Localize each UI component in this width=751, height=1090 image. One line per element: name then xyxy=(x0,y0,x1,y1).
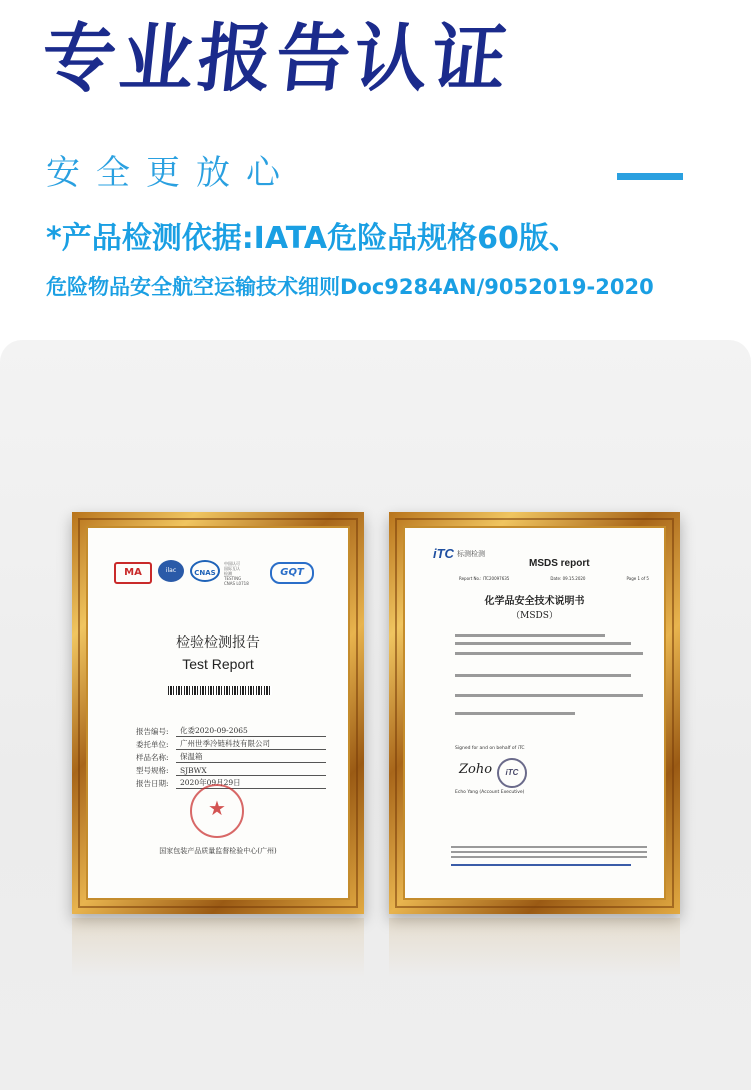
test-report-frame xyxy=(72,512,364,914)
frame-reflection-left xyxy=(72,918,364,978)
text-line xyxy=(451,856,647,858)
ilac-mra-logo: ilac xyxy=(158,560,184,582)
text-line xyxy=(451,864,631,866)
accent-bar xyxy=(617,173,683,180)
info-label: 型号规格: xyxy=(136,766,169,775)
signer-name: Echo Yang (Account Executive) xyxy=(455,790,525,795)
msds-report-frame xyxy=(389,512,680,914)
star-icon: ★ xyxy=(208,796,226,820)
report-info-table xyxy=(136,724,326,789)
text-line xyxy=(455,674,631,677)
text-line xyxy=(455,694,643,697)
itc-seal: iTC xyxy=(497,758,527,788)
msds-title: MSDS report xyxy=(529,558,590,569)
info-value: SJBWX xyxy=(176,766,326,776)
msds-title-cn: 化学品安全技术说明书 xyxy=(484,596,585,607)
text-line xyxy=(455,642,631,645)
cnas-logo-text: 中国认可 国际互认 检测 TESTING CNAS L0718 xyxy=(224,561,249,586)
page-subtitle: 安全更放心 xyxy=(46,153,296,193)
info-value: 化委2020-09-2065 xyxy=(176,725,326,737)
report-date: Date: 09.15.2020 xyxy=(550,576,586,581)
info-label: 报告编号: xyxy=(136,727,169,736)
report-page: Page 1 of 5 xyxy=(626,576,649,581)
msds-title-paren: （MSDS） xyxy=(511,611,558,621)
report-number: Report No.: ITC20097635 xyxy=(459,576,510,581)
test-report-document xyxy=(86,526,350,900)
accreditation-logos xyxy=(114,558,336,584)
test-basis-line-1: *产品检测依据:IATA危险品规格60版、 xyxy=(46,221,579,256)
official-stamp xyxy=(190,784,244,838)
info-label: 委托单位: xyxy=(136,740,169,749)
cma-logo: MA xyxy=(114,562,152,584)
info-row xyxy=(136,737,326,750)
text-line xyxy=(455,712,575,715)
page-title: 专业报告认证 xyxy=(37,16,515,102)
text-line xyxy=(455,652,643,655)
info-label: 样品名称: xyxy=(136,753,169,762)
barcode xyxy=(168,686,272,695)
report-title-en: Test Report xyxy=(182,656,254,672)
gqt-logo: GQT xyxy=(270,562,314,584)
report-title-cn: 检验检测报告 xyxy=(176,635,260,651)
info-row xyxy=(136,750,326,763)
issuer-name: 国家包装产品质量监督检验中心(广州) xyxy=(159,847,277,855)
cnas-logo: CNAS xyxy=(190,560,220,582)
info-value: 2020年09月29日 xyxy=(176,777,326,789)
itc-logo: iTC xyxy=(433,546,454,561)
report-meta xyxy=(459,576,649,581)
msds-report-document xyxy=(403,526,666,900)
info-value: 广州世季冷链科技有限公司 xyxy=(176,738,326,750)
itc-brand-cn: 标测检测 xyxy=(457,550,485,558)
info-value: 保温箱 xyxy=(176,751,326,763)
signature: Zoho xyxy=(459,762,493,777)
info-row xyxy=(136,763,326,776)
text-line xyxy=(455,634,605,637)
text-line xyxy=(451,851,647,853)
signed-on-behalf: Signed for and on behalf of iTC xyxy=(455,746,525,751)
frame-reflection-right xyxy=(389,918,680,978)
info-label: 报告日期: xyxy=(136,779,169,788)
text-line xyxy=(451,846,647,848)
info-row xyxy=(136,724,326,737)
test-basis-line-2: 危险物品安全航空运输技术细则Doc9284AN/9052019-2020 xyxy=(46,275,654,299)
